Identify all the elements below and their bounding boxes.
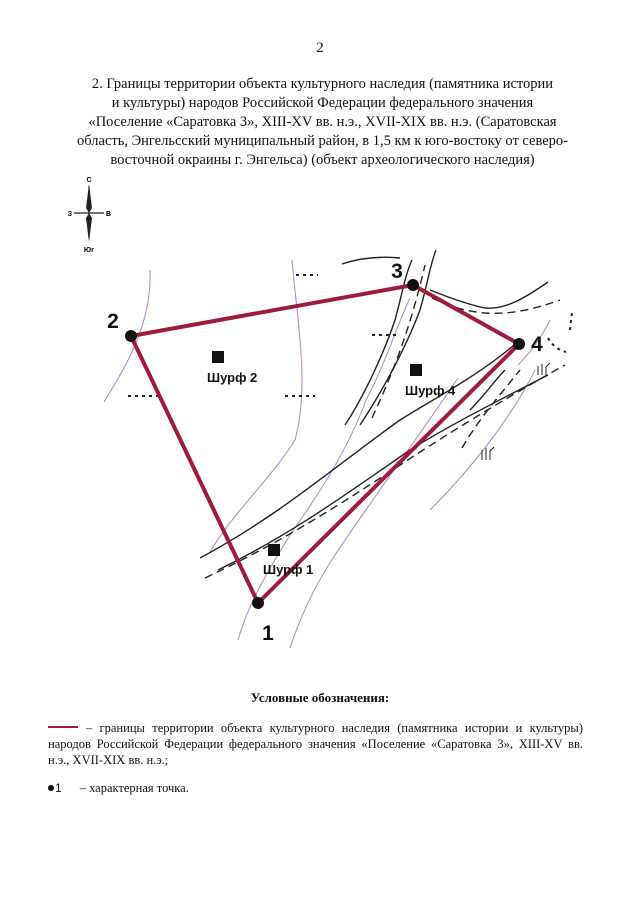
heading-line: область, Энгельсский муниципальный район, в 1,5 км к юго-востоку от северо- [77, 133, 568, 149]
characteristic-point-1-marker [252, 597, 264, 609]
grass-symbol-icon [538, 363, 550, 375]
heading-line: 2. Границы территории объекта культурного наследия (памятника истории [91, 76, 554, 92]
test-pit-1-label: Шурф 1 [263, 562, 314, 577]
boundary-line-swatch-icon [48, 726, 78, 728]
characteristic-point-2-label: 2 [107, 310, 119, 333]
characteristic-point-4-marker [513, 338, 525, 350]
road-edge-line [218, 375, 548, 570]
legend-point-entry [48, 780, 583, 796]
test-pit-4-marker [410, 364, 422, 376]
characteristic-point-3-marker [407, 279, 419, 291]
map-canvas [0, 170, 640, 670]
heading-line: восточной окраины г. Энгельса) (объект археологического наследия) [110, 152, 535, 168]
legend-title: Условные обозначения: [250, 690, 390, 705]
dashed-track-line [205, 365, 565, 578]
legend-point-number: 1 [55, 781, 62, 795]
legend-boundary-text: – границы территории объекта культурного наследия (памятника истории и культуры) народов Российской Федерации федерального значения «Поселение «Саратовка 3», XIII-XV вв. н.э., XVII-XIX вв. н.э.; [48, 721, 583, 767]
compass-east-label: В [106, 211, 112, 218]
characteristic-point-swatch-icon [48, 785, 54, 791]
vegetation-symbols [482, 363, 550, 460]
test-pit-2-marker [212, 351, 224, 363]
compass-west-label: З [67, 211, 72, 218]
site-boundary-map [0, 170, 640, 670]
characteristic-point-1-label: 1 [262, 622, 274, 645]
contour-lines [104, 260, 550, 648]
characteristic-point-2-marker [125, 330, 137, 342]
legend-boundary-entry [48, 720, 583, 768]
north-arrow-icon [86, 184, 92, 213]
compass-south-label: Юг [83, 247, 95, 254]
test-pit-1-marker [268, 544, 280, 556]
heading-line: и культуры) народов Российской Федерации федерального значения [111, 95, 534, 111]
characteristic-point-3-label: 3 [391, 260, 403, 283]
south-arrow-icon [86, 213, 92, 242]
compass-rose-icon [68, 177, 111, 254]
test-pit-2-label: Шурф 2 [207, 370, 258, 385]
dotted-mark [570, 312, 572, 330]
dotted-mark [548, 338, 566, 352]
compass-north-label: С [86, 177, 92, 184]
page-number: 2 [316, 40, 324, 56]
contour-line [290, 378, 458, 648]
heading-line: «Поселение «Саратовка 3», XIII-XV вв. н.э., XVII-XIX вв. н.э. (Саратовская [88, 114, 557, 130]
characteristic-points [107, 260, 543, 645]
legend-point-text: – характерная точка. [79, 781, 189, 795]
terrain-line [345, 260, 412, 425]
test-pit-4-label: Шурф 4 [405, 383, 456, 398]
test-pits [207, 351, 456, 577]
page-heading [55, 75, 590, 170]
site-boundary-line [131, 285, 519, 603]
terrain-lines [200, 250, 548, 570]
contour-line [210, 260, 302, 552]
characteristic-point-4-label: 4 [531, 333, 543, 356]
